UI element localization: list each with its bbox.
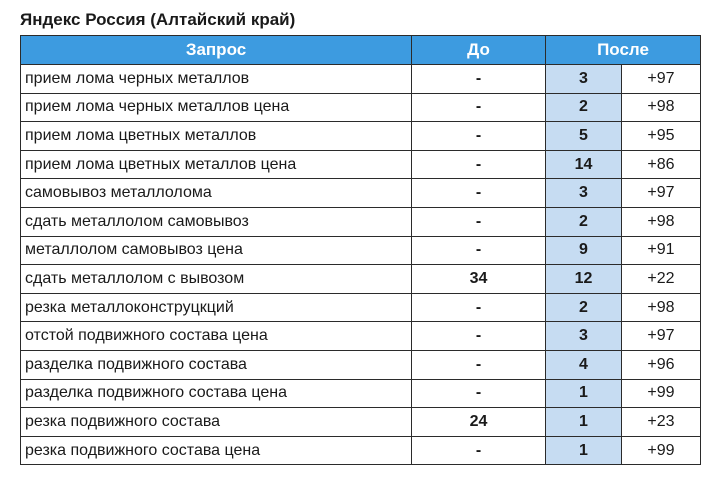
before-position-cell: - <box>412 293 546 322</box>
position-change-cell: +23 <box>622 408 701 437</box>
after-position-cell: 2 <box>546 207 622 236</box>
after-position-cell: 5 <box>546 122 622 151</box>
after-position-cell: 9 <box>546 236 622 265</box>
before-position-cell: - <box>412 179 546 208</box>
query-cell: прием лома цветных металлов цена <box>21 150 412 179</box>
position-change-cell: +97 <box>622 322 701 351</box>
query-cell: сдать металлолом самовывоз <box>21 207 412 236</box>
after-position-cell: 12 <box>546 265 622 294</box>
before-position-cell: - <box>412 122 546 151</box>
before-position-cell: - <box>412 236 546 265</box>
query-cell: прием лома черных металлов <box>21 65 412 94</box>
after-position-cell: 3 <box>546 322 622 351</box>
before-position-cell: - <box>412 93 546 122</box>
table-row <box>21 150 701 179</box>
query-cell: отстой подвижного состава цена <box>21 322 412 351</box>
ranking-table <box>20 35 701 465</box>
before-position-cell: - <box>412 322 546 351</box>
query-cell: резка подвижного состава <box>21 408 412 437</box>
header-after: После <box>546 36 701 65</box>
table-row <box>21 179 701 208</box>
query-cell: самовывоз металлолома <box>21 179 412 208</box>
table-row <box>21 207 701 236</box>
position-change-cell: +96 <box>622 350 701 379</box>
after-position-cell: 3 <box>546 65 622 94</box>
before-position-cell: - <box>412 350 546 379</box>
header-query: Запрос <box>21 36 412 65</box>
after-position-cell: 4 <box>546 350 622 379</box>
before-position-cell: - <box>412 207 546 236</box>
after-position-cell: 14 <box>546 150 622 179</box>
query-cell: разделка подвижного состава цена <box>21 379 412 408</box>
table-row <box>21 93 701 122</box>
table-row <box>21 379 701 408</box>
position-change-cell: +22 <box>622 265 701 294</box>
after-position-cell: 3 <box>546 179 622 208</box>
after-position-cell: 1 <box>546 408 622 437</box>
query-cell: разделка подвижного состава <box>21 350 412 379</box>
position-change-cell: +97 <box>622 179 701 208</box>
query-cell: резка металлоконструцкций <box>21 293 412 322</box>
after-position-cell: 1 <box>546 379 622 408</box>
after-position-cell: 2 <box>546 93 622 122</box>
before-position-cell: - <box>412 379 546 408</box>
position-change-cell: +98 <box>622 93 701 122</box>
before-position-cell: 24 <box>412 408 546 437</box>
before-position-cell: 34 <box>412 265 546 294</box>
before-position-cell: - <box>412 150 546 179</box>
table-row <box>21 236 701 265</box>
position-change-cell: +98 <box>622 293 701 322</box>
table-row <box>21 322 701 351</box>
position-change-cell: +91 <box>622 236 701 265</box>
position-change-cell: +99 <box>622 379 701 408</box>
position-change-cell: +97 <box>622 65 701 94</box>
before-position-cell: - <box>412 436 546 465</box>
table-row <box>21 65 701 94</box>
position-change-cell: +95 <box>622 122 701 151</box>
table-row <box>21 408 701 437</box>
header-before: До <box>412 36 546 65</box>
table-row <box>21 350 701 379</box>
query-cell: резка подвижного состава цена <box>21 436 412 465</box>
query-cell: сдать металлолом с вывозом <box>21 265 412 294</box>
table-row <box>21 265 701 294</box>
after-position-cell: 2 <box>546 293 622 322</box>
position-change-cell: +98 <box>622 207 701 236</box>
query-cell: прием лома цветных металлов <box>21 122 412 151</box>
table-row <box>21 436 701 465</box>
after-position-cell: 1 <box>546 436 622 465</box>
position-change-cell: +99 <box>622 436 701 465</box>
header-row <box>21 36 701 65</box>
table-row <box>21 293 701 322</box>
query-cell: металлолом самовывоз цена <box>21 236 412 265</box>
page-title: Яндекс Россия (Алтайский край) <box>20 10 296 29</box>
position-change-cell: +86 <box>622 150 701 179</box>
before-position-cell: - <box>412 65 546 94</box>
table-row <box>21 122 701 151</box>
query-cell: прием лома черных металлов цена <box>21 93 412 122</box>
